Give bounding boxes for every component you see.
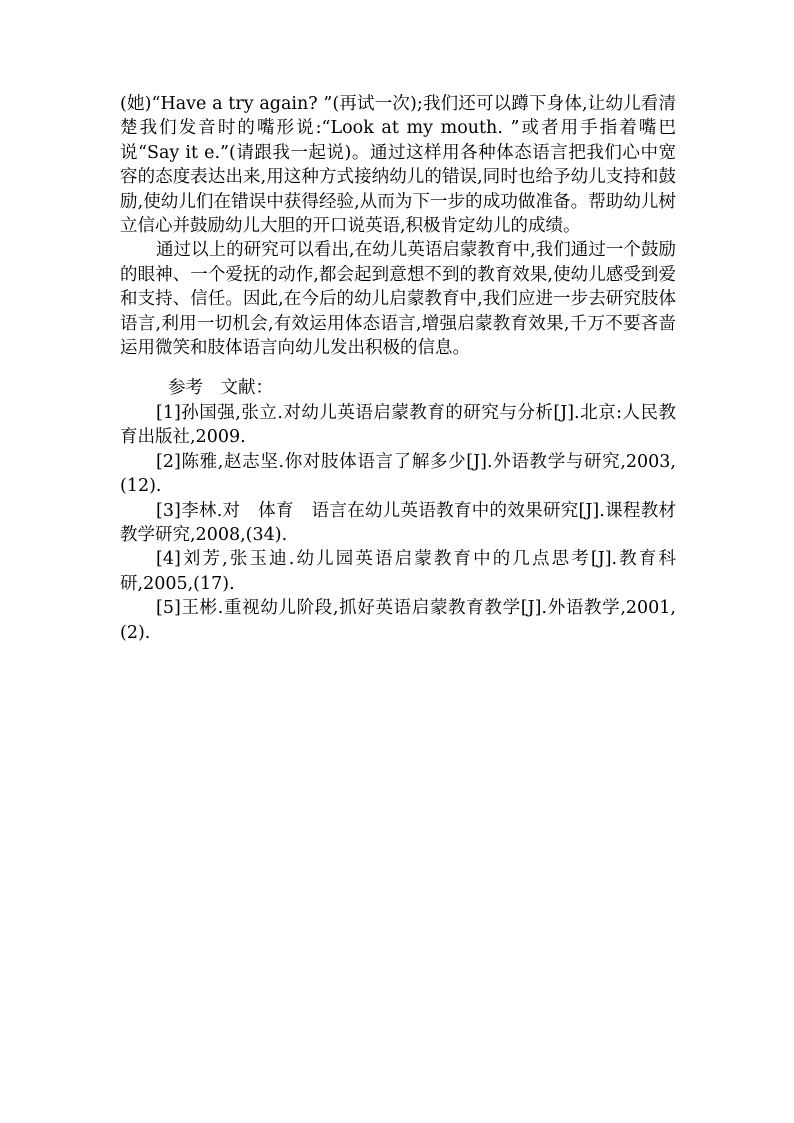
- references-list: [120, 401, 676, 645]
- reference-item-2: [2]陈雅,赵志坚.你对肢体语言了解多少[J].外语教学与研究,2003,(12).: [120, 451, 676, 497]
- body-paragraph-2: 通过以上的研究可以看出,在幼儿英语启蒙教育中,我们通过一个鼓励的眼神、一个爱抚的动作,都会起到意想不到的教育效果,使幼儿感受到爱和支持、信任。因此,在今后的幼儿启蒙教育中,我们应进一步去研究肢体语言,利用一切机会,有效运用体态语言,增强启蒙教育效果,千万不要吝啬运用微笑和肢体语言向幼儿发出积极的信息。: [120, 240, 676, 359]
- body-paragraph-1: (她)“Have a try again? ”(再试一次);我们还可以蹲下身体,让幼儿看清楚我们发音时的嘴形说:“Look at my mouth. ”或者用手指着嘴巴说“Say it e.”(请跟我一起说)。通过这样用各种体态语言把我们心中宽容的态度表达出来,用这种方式接纳幼儿的错误,同时也给予幼儿支持和鼓励,使幼儿们在错误中获得经验,从而为下一步的成功做准备。帮助幼儿树立信心并鼓励幼儿大胆的开口说英语,积极肯定幼儿的成绩。: [120, 94, 676, 237]
- document-page: [120, 92, 676, 645]
- reference-item-3: [3]李林.对 体育 语言在幼儿英语教育中的效果研究[J].课程教材教学研究,2008,(34).: [120, 500, 676, 545]
- reference-item-1: [1]孙国强,张立.对幼儿英语启蒙教育的研究与分析[J].北京:人民教育出版社,2009.: [120, 402, 676, 448]
- reference-item-4: [4]刘芳,张玉迪.幼儿园英语启蒙教育中的几点思考[J].教育科研,2005,(17).: [120, 549, 676, 594]
- reference-item-5: [5]王彬.重视幼儿阶段,抓好英语启蒙教育教学[J].外语教学,2001,(2).: [120, 598, 676, 643]
- references-heading: 参考 文献：: [168, 378, 273, 399]
